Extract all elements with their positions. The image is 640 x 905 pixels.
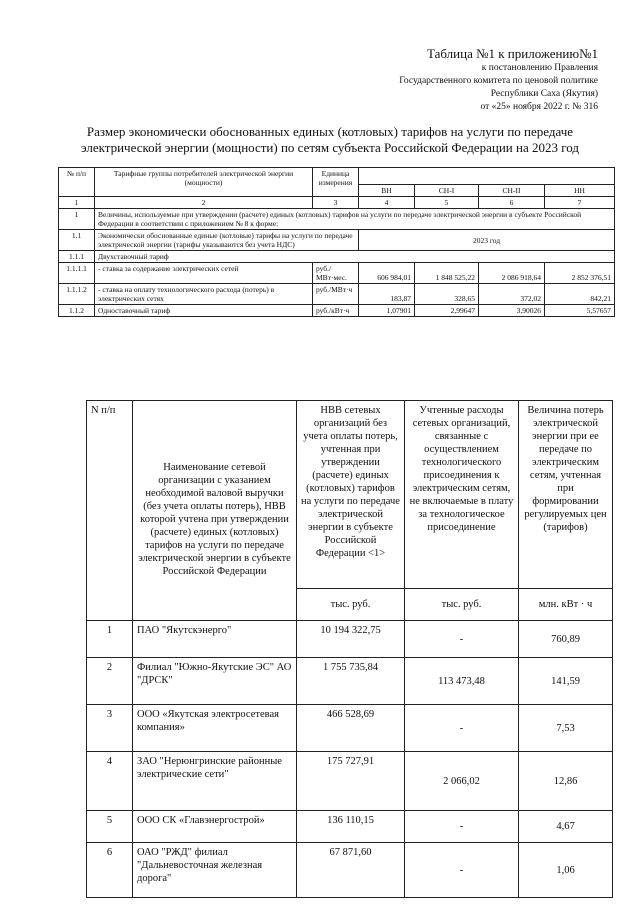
table-row: [59, 284, 615, 305]
header-groups: Тарифные группы потребителей электрической энергии (мощности): [95, 168, 313, 197]
organization-name: ПАО "Якутскэнерго": [133, 621, 297, 658]
row-text: - ставка за содержание электрических сетей: [95, 263, 313, 284]
table-row: [59, 263, 615, 284]
expenses-value: -: [405, 843, 519, 898]
header-nvv: НВВ сетевых организаций без учета оплаты потерь, учтенная при утверждении (расчете) единых (котловых) тарифов на услуги по передаче электрической энергии в субъекте Российской Федерации <1>: [297, 401, 405, 589]
table-row: [59, 251, 615, 263]
row-text: Величины, используемые при утверждении (расчете) единых (котловых) тарифов на услуги по передаче электрической энергии в субъекте Российской Федерации в соответствии с приложением № 8 к форме:: [95, 209, 615, 230]
nvv-value: 10 194 322,75: [297, 621, 405, 658]
value-cell: 3,90026: [479, 305, 545, 317]
nvv-value: 136 110,15: [297, 811, 405, 843]
losses-value: 1,06: [519, 843, 613, 898]
losses-value: 7,53: [519, 705, 613, 752]
losses-value: 4,67: [519, 811, 613, 843]
tariff-table: [58, 167, 615, 317]
document-title: Размер экономически обоснованных единых (котловых) тарифов на услуги по передаче электрической энергии (мощности) по сетям субъекта Российской Федерации на 2023 год: [81, 124, 579, 155]
approval-header: [399, 46, 598, 114]
table-row: [59, 230, 615, 251]
table-row: [87, 621, 613, 658]
table-row: [87, 811, 613, 843]
value-cell: 1 848 525,22: [415, 263, 479, 284]
losses-value: 12,86: [519, 752, 613, 811]
losses-value: 141,59: [519, 658, 613, 705]
value-cell: 1,07901: [359, 305, 415, 317]
col-num: 5: [415, 197, 479, 209]
level-nn: НН: [545, 185, 615, 197]
table-row: [87, 658, 613, 705]
expenses-value: 113 473,48: [405, 658, 519, 705]
organization-name: ООО СК «Главэнергострой»: [133, 811, 297, 843]
appendix-caption: Таблица №1 к приложению№1: [426, 46, 598, 61]
table-row: [59, 168, 615, 185]
nvv-value: 175 727,91: [297, 752, 405, 811]
row-no: 1.1.1: [59, 251, 95, 263]
row-unit: руб./МВт·ч: [313, 284, 359, 305]
value-cell: 328,65: [415, 284, 479, 305]
unit-expenses: тыс. руб.: [405, 589, 519, 621]
row-no: 1.1.1.1: [59, 263, 95, 284]
nvv-value: 1 755 735,84: [297, 658, 405, 705]
year-cell: 2023 год: [359, 230, 615, 251]
value-cell: 842,21: [545, 284, 615, 305]
organization-name: ООО «Якутская электросетевая компания»: [133, 705, 297, 752]
table-row: [59, 305, 615, 317]
row-no: 1: [59, 209, 95, 230]
row-text: Экономически обоснованные единые (котловые) тарифы на услуги по передаче электрической энергии (тарифы указываются без учета НДС): [95, 230, 359, 251]
col-num: 1: [59, 197, 95, 209]
level-sn2: СН-II: [479, 185, 545, 197]
date-line: от «25» ноября 2022 г. № 316: [480, 102, 598, 112]
table-row: [59, 209, 615, 230]
row-no: 1.1.1.2: [59, 284, 95, 305]
organization-name: Филиал "Южно-Якутские ЭС" АО "ДРСК": [133, 658, 297, 705]
row-number: 3: [87, 705, 133, 752]
losses-value: 760,89: [519, 621, 613, 658]
row-text: - ставка на оплату технологического расхода (потерь) в электрических сетях: [95, 284, 313, 305]
header-losses: Величина потерь электрической энергии при ее передаче по электрическим сетям, учтенная при формировании регулируемых цен (тарифов): [519, 401, 613, 589]
row-number: 4: [87, 752, 133, 811]
resolution-line: к постановлению Правления: [481, 63, 598, 73]
table-row: [87, 401, 613, 589]
table-row: [87, 843, 613, 898]
header-name: Наименование сетевой организации с указанием необходимой валовой выручки (без учета оплаты потерь), НВВ которой учтена при утверждении (расчете) единых (котловых) тарифов на услуги по передаче электрической энергии в субъекте Российской Федерации: [133, 401, 297, 621]
expenses-value: 2 066,02: [405, 752, 519, 811]
row-unit: руб./кВт·ч: [313, 305, 359, 317]
unit-losses: млн. кВт · ч: [519, 589, 613, 621]
header-no: N п/п: [87, 401, 133, 621]
row-number: 2: [87, 658, 133, 705]
organization-name: ЗАО "Нерюнгринские районные электрические сети": [133, 752, 297, 811]
organization-name: ОАО "РЖД" филиал "Дальневосточная железная дорога": [133, 843, 297, 898]
header-expenses: Учтенные расходы сетевых организаций, связанные с осуществлением технологического присоединения к электрическим сетям, не включаемые в плату за технологическое присоединение: [405, 401, 519, 589]
expenses-value: -: [405, 705, 519, 752]
col-num: 3: [313, 197, 359, 209]
col-num: 2: [95, 197, 313, 209]
table-row: [87, 752, 613, 811]
unit-nvv: тыс. руб.: [297, 589, 405, 621]
nvv-value: 466 528,69: [297, 705, 405, 752]
expenses-value: -: [405, 811, 519, 843]
value-cell: 5,57657: [545, 305, 615, 317]
table-row: [59, 197, 615, 209]
row-number: 6: [87, 843, 133, 898]
value-cell: 183,87: [359, 284, 415, 305]
value-cell: 372,02: [479, 284, 545, 305]
row-number: 1: [87, 621, 133, 658]
value-cell: 2,99647: [415, 305, 479, 317]
level-vn: ВН: [359, 185, 415, 197]
header-unit: Единица измерения: [313, 168, 359, 197]
row-unit: руб./МВт·мес.: [313, 263, 359, 284]
value-cell: 2 086 918,64: [479, 263, 545, 284]
col-num: 7: [545, 197, 615, 209]
row-no: 1.1: [59, 230, 95, 251]
level-sn1: СН-I: [415, 185, 479, 197]
row-text: Одноставочный тариф: [95, 305, 313, 317]
header-blank: [359, 168, 615, 185]
row-number: 5: [87, 811, 133, 843]
row-text: Двухставочный тариф: [95, 251, 615, 263]
row-no: 1.1.2: [59, 305, 95, 317]
network-organizations-table: [86, 400, 613, 898]
col-num: 6: [479, 197, 545, 209]
header-no: № п/п: [59, 168, 95, 197]
value-cell: 606 984,01: [359, 263, 415, 284]
table-row: [87, 705, 613, 752]
value-cell: 2 852 376,51: [545, 263, 615, 284]
republic-line: Республики Саха (Якутия): [490, 89, 598, 99]
nvv-value: 67 871,60: [297, 843, 405, 898]
col-num: 4: [359, 197, 415, 209]
committee-line: Государственного комитета по ценовой политике: [399, 76, 598, 86]
expenses-value: -: [405, 621, 519, 658]
